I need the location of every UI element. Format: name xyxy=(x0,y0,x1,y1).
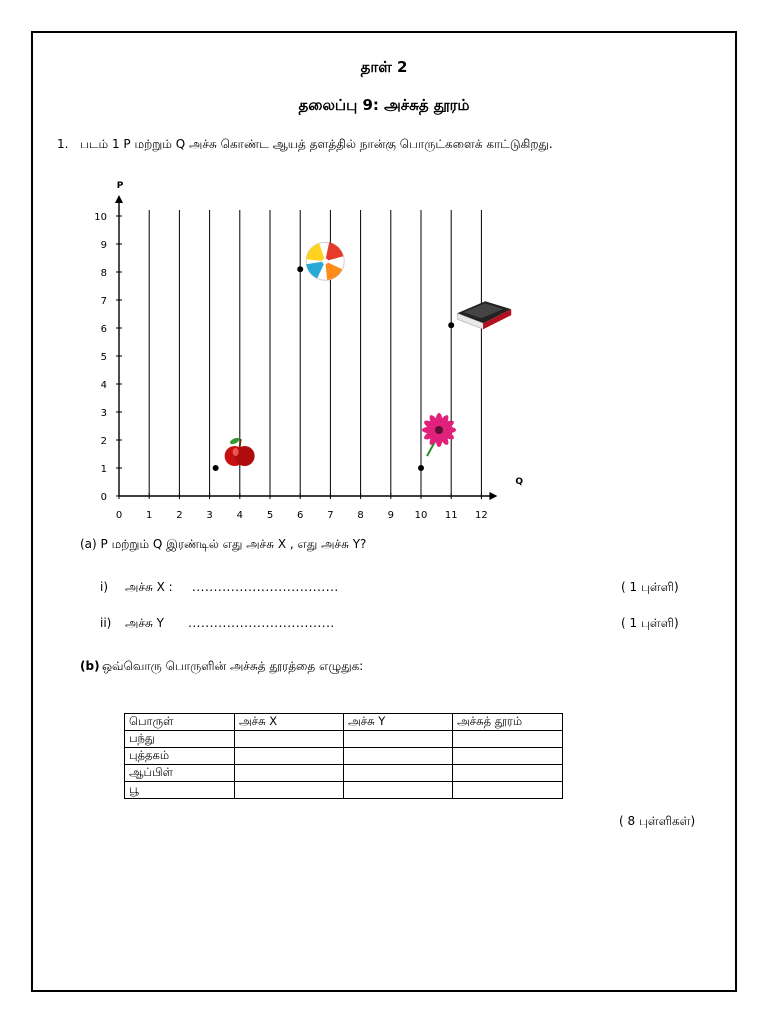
q-axis-label: Q xyxy=(515,477,524,487)
table-cell-object: பூ xyxy=(125,782,235,799)
axes xyxy=(115,195,497,500)
x-tick-label: 3 xyxy=(206,510,213,521)
y-tick-label: 9 xyxy=(100,240,107,251)
x-tick-label: 4 xyxy=(236,510,243,521)
part-b-letter: (b) xyxy=(80,659,100,673)
table-header: அச்சுத் தூரம் xyxy=(453,714,563,731)
marks-b: ( 8 புள்ளிகள்) xyxy=(619,814,696,828)
table-header: அச்சு Y xyxy=(344,714,453,731)
marks-ii: ( 1 புள்ளி) xyxy=(621,616,679,630)
p-axis-arrow xyxy=(115,195,123,203)
table-header-row xyxy=(125,714,563,731)
part-a-question: (a) P மற்றும் Q இரண்டில் எது அச்சு X , எது அச்சு Y? xyxy=(80,537,367,551)
y-tick-label: 8 xyxy=(100,268,107,279)
table-cell-input[interactable] xyxy=(344,731,453,748)
answer-line-y[interactable]: .................................. xyxy=(188,616,335,630)
q-axis-arrow xyxy=(489,492,497,500)
part-a-item-i-number: i) xyxy=(100,580,109,594)
x-tick-label: 1 xyxy=(146,510,153,521)
x-tick-label: 7 xyxy=(327,510,334,521)
x-tick-label: 9 xyxy=(387,510,394,521)
y-tick-label: 5 xyxy=(100,352,107,363)
answer-table xyxy=(124,713,563,799)
table-header: அச்சு X xyxy=(235,714,344,731)
x-tick-label: 2 xyxy=(176,510,183,521)
x-tick-label: 0 xyxy=(115,510,123,521)
point-ball xyxy=(297,266,303,272)
apple-icon xyxy=(225,437,255,466)
table-row xyxy=(125,765,563,782)
y-tick-label: 0 xyxy=(100,492,107,503)
beach-ball-icon xyxy=(306,242,344,280)
point-flower xyxy=(418,465,424,471)
x-tick-label: 8 xyxy=(357,510,364,521)
part-a-item-ii-label: அச்சு Y xyxy=(125,616,164,630)
y-tick-label: 6 xyxy=(100,324,107,335)
x-tick-label: 5 xyxy=(266,510,274,521)
book-icon xyxy=(457,301,511,329)
y-tick-label: 7 xyxy=(100,296,107,307)
question-text: படம் 1 P மற்றும் Q அச்சு கொண்ட ஆயத் தளத்தில் நான்கு பொருட்களைக் காட்டுகிறது. xyxy=(80,137,553,151)
x-tick-label: 10 xyxy=(414,510,428,521)
table-cell-input[interactable] xyxy=(344,765,453,782)
part-a-item-ii-number: ii) xyxy=(100,616,112,630)
table-cell-input[interactable] xyxy=(453,748,563,765)
table-cell-object: பந்து xyxy=(125,731,235,748)
coordinate-plane-chart xyxy=(80,170,530,530)
x-tick-label: 11 xyxy=(444,510,458,521)
point-book xyxy=(448,322,454,328)
table-cell-object: புத்தகம் xyxy=(125,748,235,765)
x-tick-label: 6 xyxy=(297,510,304,521)
table-cell-object: ஆப்பிள் xyxy=(125,765,235,782)
table-cell-input[interactable] xyxy=(453,782,563,799)
table-cell-input[interactable] xyxy=(453,765,563,782)
topic-title: தலைப்பு 9: அச்சுத் தூரம் xyxy=(298,96,470,114)
point-apple xyxy=(213,465,219,471)
data-points xyxy=(213,266,455,471)
tick-labels xyxy=(94,181,523,521)
table-cell-input[interactable] xyxy=(453,731,563,748)
table-row xyxy=(125,782,563,799)
table-cell-input[interactable] xyxy=(235,731,344,748)
table-cell-input[interactable] xyxy=(235,748,344,765)
p-axis-label: P xyxy=(116,181,124,191)
y-tick-label: 3 xyxy=(100,408,107,419)
question-number: 1. xyxy=(57,137,69,151)
answer-line-x[interactable]: .................................. xyxy=(192,580,339,594)
table-cell-input[interactable] xyxy=(344,748,453,765)
marks-i: ( 1 புள்ளி) xyxy=(621,580,679,594)
table-cell-input[interactable] xyxy=(235,782,344,799)
table-cell-input[interactable] xyxy=(344,782,453,799)
y-tick-label: 10 xyxy=(94,212,107,223)
table-row xyxy=(125,748,563,765)
table-header: பொருள் xyxy=(125,714,235,731)
y-tick-label: 4 xyxy=(100,380,107,391)
y-tick-label: 2 xyxy=(100,436,107,447)
part-a-item-i-label: அச்சு X : xyxy=(125,580,173,594)
table-cell-input[interactable] xyxy=(235,765,344,782)
x-tick-label: 12 xyxy=(475,510,488,521)
part-b-question: ஒவ்வொரு பொருளின் அச்சுத் தூரத்தை எழுதுக: xyxy=(102,659,364,673)
y-tick-label: 1 xyxy=(100,464,107,475)
paper-title: தாள் 2 xyxy=(360,58,408,76)
object-icons xyxy=(225,242,512,466)
table-row xyxy=(125,731,563,748)
